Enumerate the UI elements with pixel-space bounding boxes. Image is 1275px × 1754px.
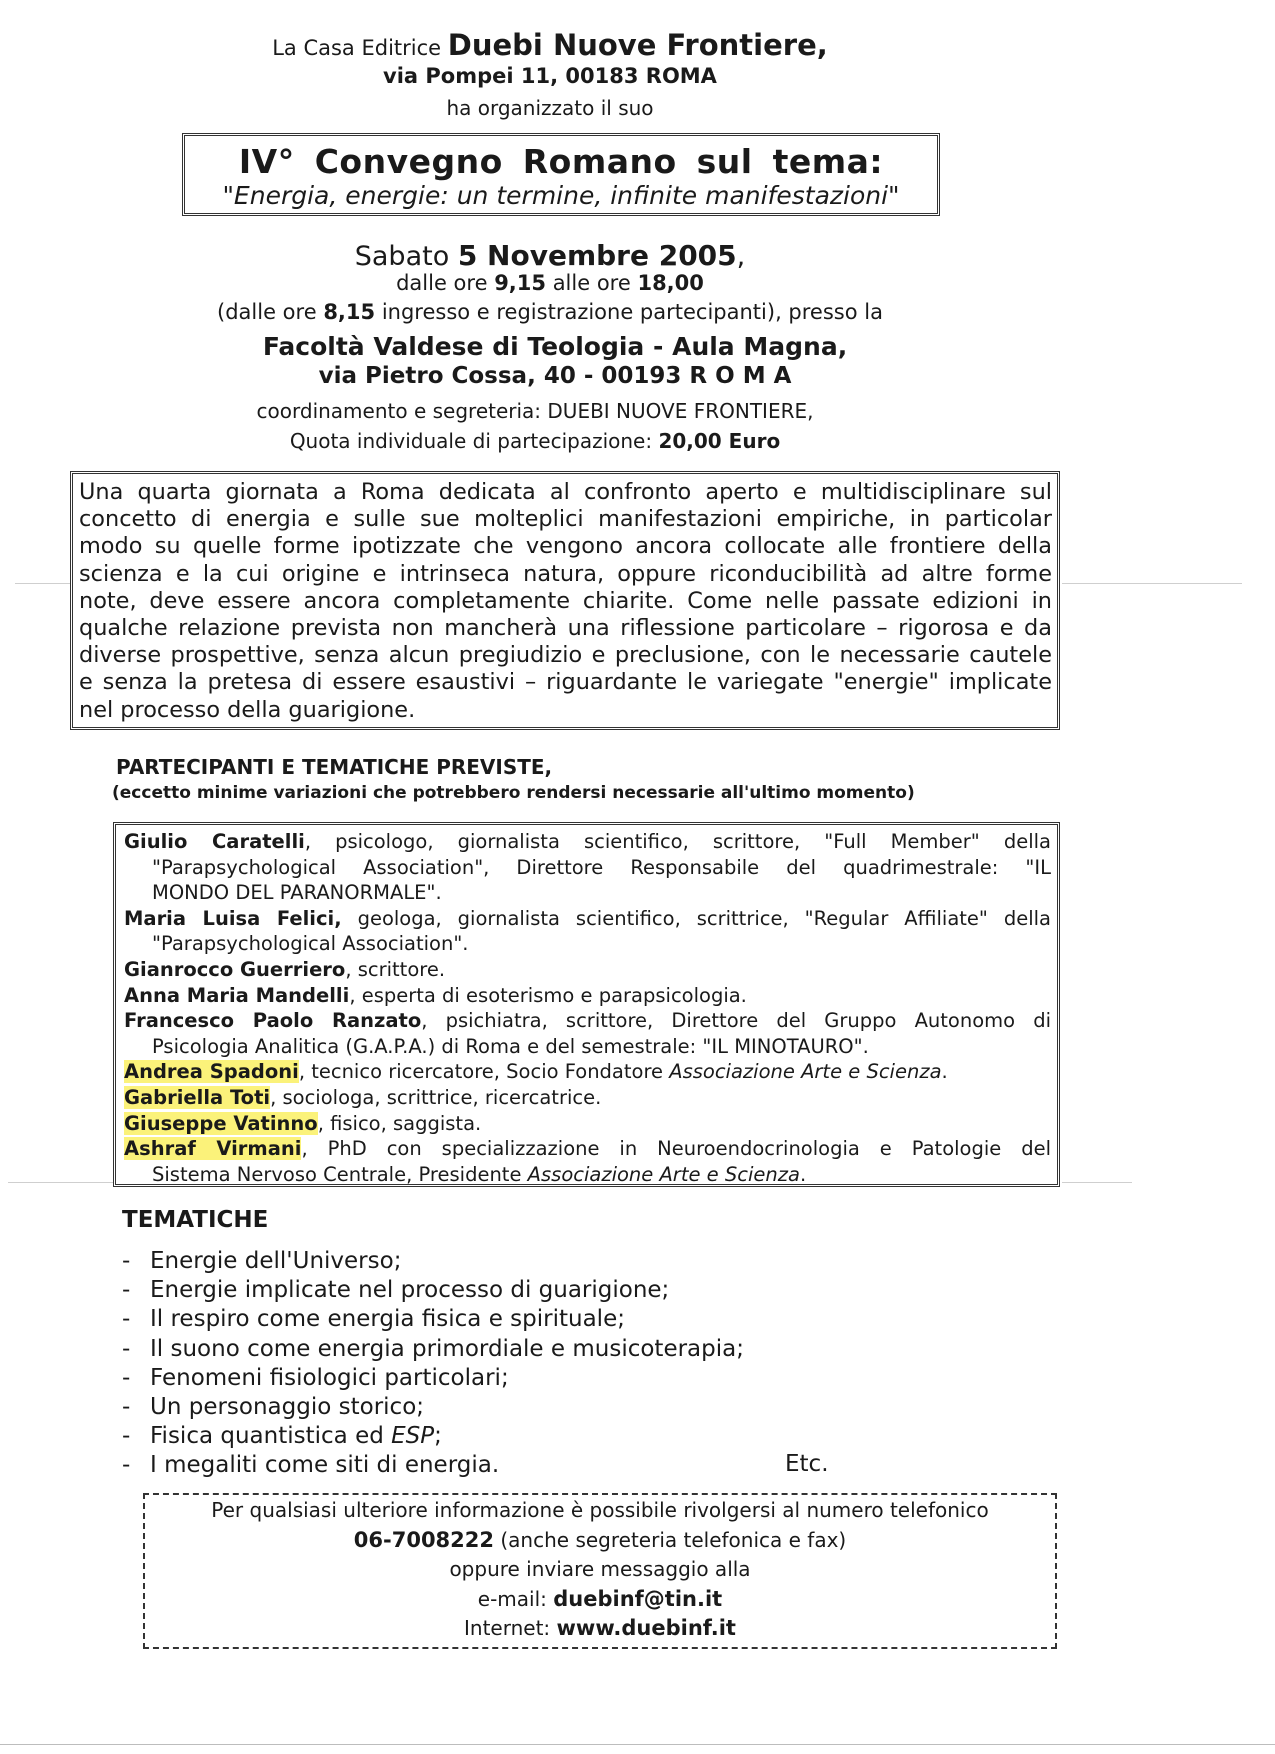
venue-name: Facoltà Valdese di Teologia - Aula Magna, [262,332,848,361]
participants-note: (eccetto minime variazioni che potrebbero rendersi necessarie all'ultimo momento) [112,783,915,803]
participant-desc: , fisico, saggista. [317,1111,482,1135]
topic-item [122,1335,744,1364]
topics-list [122,1247,744,1481]
topic-item [122,1305,744,1334]
bullet-dash: - [122,1423,131,1450]
intro-line: note, deve essere ancora completamente chiarite. Come nelle passate edizioni in [79,587,1052,614]
participant-desc-end: . [941,1060,948,1084]
scan-edge-line [0,1744,1275,1745]
topic-text: I megaliti come siti di energia. [150,1452,500,1479]
scan-artifact-line [8,1182,113,1183]
date-value: 5 Novembre 2005 [457,239,737,272]
participant-line [124,983,1051,1009]
scan-artifact-line [15,583,70,584]
email-address: duebinf@tin.it [553,1586,723,1611]
event-title: IV° Convegno Romano sul tema: [238,142,884,181]
intro-line: qualche relazione prevista non mancherà una riflessione particolare – rigorosa e da [79,615,1052,642]
participant-name-highlighted: Andrea Spadoni [124,1060,299,1084]
etc-text: Etc. [785,1451,829,1477]
topic-item [122,1422,744,1451]
intro-line: nel processo della guarigione. [79,696,416,723]
topic-text-end: ; [434,1423,442,1450]
participant-desc-end: . [799,1162,807,1186]
participant-org: Associazione Arte e Scienza [669,1060,942,1084]
bullet-dash: - [122,1452,131,1479]
bullet-dash: - [122,1277,131,1304]
participant-line [124,906,1051,932]
topic-text: Energie implicate nel processo di guarigione; [150,1277,670,1304]
participant-org: Associazione Arte e Scienza [527,1162,800,1186]
topic-item [122,1247,744,1276]
participant-line: MONDO DEL PARANORMALE". [152,881,442,905]
participant-name-highlighted: Gabriella Toti [124,1085,271,1109]
bullet-dash: - [122,1394,131,1421]
intro-line: diverse prospettive, senza alcun pregiudizio e preclusione, con le necessarie cautele [79,642,1052,669]
participant-desc: , sociologa, scrittrice, ricercatrice. [270,1085,602,1109]
date-prefix: Sabato [354,241,458,272]
reg-suffix: ingresso e registrazione partecipanti), presso la [375,300,883,324]
fee-value: 20,00 Euro [658,429,781,453]
participant-desc: , psicologo, giornalista scientifico, scrittore, "Full Member" della [304,830,1051,853]
topic-text: Energie dell'Universo; [150,1248,402,1274]
contact-message-line: oppure inviare messaggio alla [449,1557,751,1581]
participant-line: "Parapsychological Association", Direttore Responsabile del quadrimestrale: "IL [152,855,1051,879]
organized-text: ha organizzato il suo [446,96,654,120]
email-label: e-mail: [477,1586,554,1611]
participants-box [113,822,1060,1187]
topic-text: Un personaggio storico; [150,1394,425,1421]
fee-label: Quota individuale di partecipazione: [289,429,659,453]
web-label: Internet: [464,1616,557,1640]
participant-line: "Parapsychological Association". [152,932,469,956]
contact-box [143,1493,1057,1649]
intro-line: concetto di energia e sulle sue molteplici manifestazioni empiriche, in particolar [79,506,1052,533]
topic-text: Il respiro come energia fisica e spirituale; [150,1306,625,1333]
contact-email-line [145,1585,1055,1615]
title-box [182,133,940,216]
topic-text-italic: ESP [391,1423,435,1450]
event-hours [0,271,1100,295]
topic-text: Fenomeni fisiologici particolari; [150,1364,509,1391]
bullet-dash: - [122,1335,131,1362]
participant-desc: , esperta di esoterismo e parapsicologia. [349,983,747,1007]
topic-text: Fisica quantistica ed [150,1423,392,1450]
event-date [0,239,1100,272]
phone-number: 06-7008222 [353,1527,495,1552]
intro-line: e senza la pretesa di essere esaustivi – riguardante le variegate "energie" implicate [79,669,1052,696]
participant-name: Anna Maria Mandelli [124,983,350,1007]
participant-line [124,1111,1051,1137]
intro-line: scienza e la cui origine e intrinseca natura, oppure riconducibilità ad altre forme [79,560,1052,587]
publisher-address: via Pompei 11, 00183 ROMA [383,64,717,88]
date-suffix: , [736,241,746,272]
participant-desc: geologa, giornalista scientifico, scrittrice, "Regular Affiliate" della [341,906,1052,930]
scan-artifact-line [1062,583,1242,584]
website-address: www.duebinf.it [556,1616,736,1640]
topic-item [122,1364,744,1393]
participant-name-highlighted: Giuseppe Vatinno [124,1111,318,1135]
participant-line [124,829,1051,855]
participant-desc: , tecnico ricercatore, Socio Fondatore [298,1060,670,1084]
publisher-line [0,28,1100,62]
participant-line [124,1059,1051,1085]
participant-line: Psicologia Analitica (G.A.P.A.) di Roma e del semestrale: "IL MINOTAURO". [152,1034,869,1058]
intro-box [70,471,1060,730]
bullet-dash: - [122,1364,131,1391]
bullet-dash: - [122,1306,131,1333]
participant-line [124,1008,1051,1034]
bullet-dash: - [122,1248,131,1274]
intro-line: Una quarta giornata a Roma dedicata al confronto aperto e multidisciplinare sul [79,479,1052,505]
hours-mid: alle ore [546,271,638,295]
fee-line [0,429,1070,453]
topic-item [122,1393,744,1422]
participant-line [124,1085,1051,1111]
topic-item [122,1276,744,1305]
topics-heading: TEMATICHE [122,1207,269,1233]
coordination-line: coordinamento e segreteria: DUEBI NUOVE FRONTIERE, [256,399,814,423]
contact-intro: Per qualsiasi ulteriore informazione è possibile rivolgersi al numero telefonico [211,1498,989,1522]
topic-text: Il suono come energia primordiale e musicoterapia; [150,1335,744,1362]
participant-name: Francesco Paolo Ranzato [124,1009,422,1033]
participant-desc: , PhD con specializzazione in Neuroendocrinologia e Patologie del [301,1137,1051,1161]
phone-note: (anche segreteria telefonica e fax) [494,1527,847,1552]
participant-line [124,1162,1051,1188]
reg-prefix: (dalle ore [217,300,324,324]
registration-line [0,300,1100,324]
reg-time: 8,15 [323,300,376,324]
contact-web-line [145,1614,1055,1644]
participant-name-highlighted: Ashraf Virmani [124,1137,302,1161]
event-subtitle: "Energia, energie: un termine, infinite manifestazioni" [222,181,900,210]
participant-desc: , scrittore. [345,957,446,981]
participant-line [124,957,1051,983]
participant-name: Gianrocco Guerriero [124,957,346,981]
participant-name: Maria Luisa Felici, [124,906,342,930]
hours-prefix: dalle ore [396,271,495,295]
participants-heading: PARTECIPANTI E TEMATICHE PREVISTE, [116,755,553,779]
participant-name: Giulio Caratelli [124,830,305,853]
scan-artifact-line [1062,1182,1132,1183]
publisher-intro: La Casa Editrice [272,36,442,60]
end-time: 18,00 [637,271,704,295]
publisher-name: Duebi Nuove Frontiere, [447,28,828,62]
start-time: 9,15 [494,271,547,295]
participant-desc: , psichiatra, scrittore, Direttore del Gruppo Autonomo di [421,1009,1052,1033]
venue-address: via Pietro Cossa, 40 - 00193 R O M A [318,363,792,389]
topic-item [122,1451,744,1480]
contact-phone-line [145,1526,1055,1556]
intro-line: modo su quelle forme ipotizzate che vengono ancora collocate alle frontiere della [79,533,1052,560]
participant-desc: Sistema Nervoso Centrale, Presidente [152,1162,528,1186]
participant-line [124,1136,1051,1162]
